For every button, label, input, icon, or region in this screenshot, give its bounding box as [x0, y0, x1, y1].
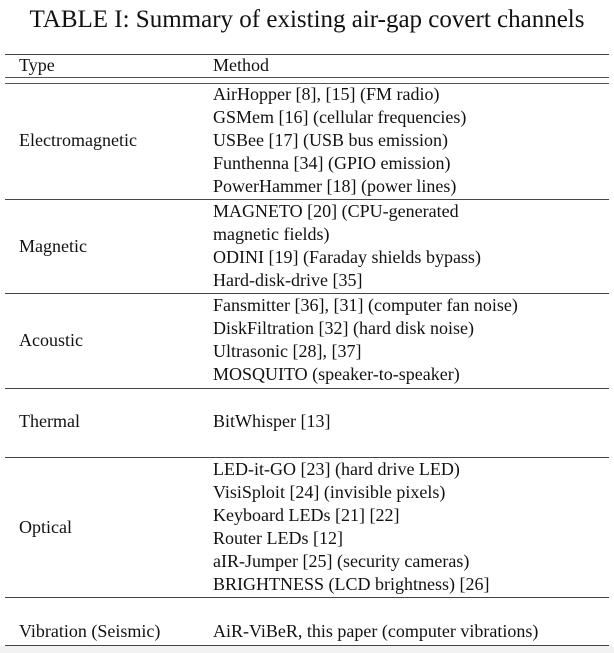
- method-item: MOSQUITO (speaker-to-speaker): [213, 364, 460, 384]
- method-item: aIR-Jumper [25] (security cameras): [213, 551, 470, 571]
- header-rule-1: [5, 77, 609, 78]
- header-method: Method: [213, 55, 269, 75]
- table-title: TABLE I: Summary of existing air-gap covert channels: [29, 6, 585, 33]
- method-item: GSMem [16] (cellular frequencies): [213, 107, 467, 127]
- header-type: Type: [19, 55, 55, 75]
- method-item: AirHopper [8], [15] (FM radio): [213, 84, 440, 104]
- method-item: Keyboard LEDs [21] [22]: [213, 505, 400, 525]
- method-item: Fansmitter [36], [31] (computer fan noise): [213, 295, 518, 315]
- method-item: BRIGHTNESS (LCD brightness) [26]: [213, 574, 490, 594]
- method-item: magnetic fields): [213, 224, 330, 244]
- method-item: Funthenna [34] (GPIO emission): [213, 153, 451, 173]
- top-rule: [5, 54, 609, 55]
- row-rule: [5, 597, 609, 598]
- row-type-acoustic: Acoustic: [19, 330, 83, 350]
- method-item: DiskFiltration [32] (hard disk noise): [213, 318, 474, 338]
- method-item: LED-it-GO [23] (hard drive LED): [213, 459, 460, 479]
- method-item: Router LEDs [12]: [213, 528, 343, 548]
- method-item: Hard-disk-drive [35]: [213, 270, 363, 290]
- method-item: AiR-ViBeR, this paper (computer vibrations): [213, 621, 539, 641]
- row-rule: [5, 388, 609, 389]
- row-type-optical: Optical: [19, 517, 72, 537]
- method-item: VisiSploit [24] (invisible pixels): [213, 482, 446, 502]
- method-item: ODINI [19] (Faraday shields bypass): [213, 247, 481, 267]
- method-item: Ultrasonic [28], [37]: [213, 341, 362, 361]
- row-type-electromagnetic: Electromagnetic: [19, 130, 137, 150]
- bottom-margin: [0, 646, 614, 653]
- method-item: MAGNETO [20] (CPU-generated: [213, 201, 459, 221]
- method-item: USBee [17] (USB bus emission): [213, 130, 448, 150]
- row-type-magnetic: Magnetic: [19, 236, 87, 256]
- row-type-vibration: Vibration (Seismic): [19, 621, 161, 641]
- row-type-thermal: Thermal: [19, 411, 80, 431]
- method-item: PowerHammer [18] (power lines): [213, 176, 457, 196]
- method-item: BitWhisper [13]: [213, 411, 331, 431]
